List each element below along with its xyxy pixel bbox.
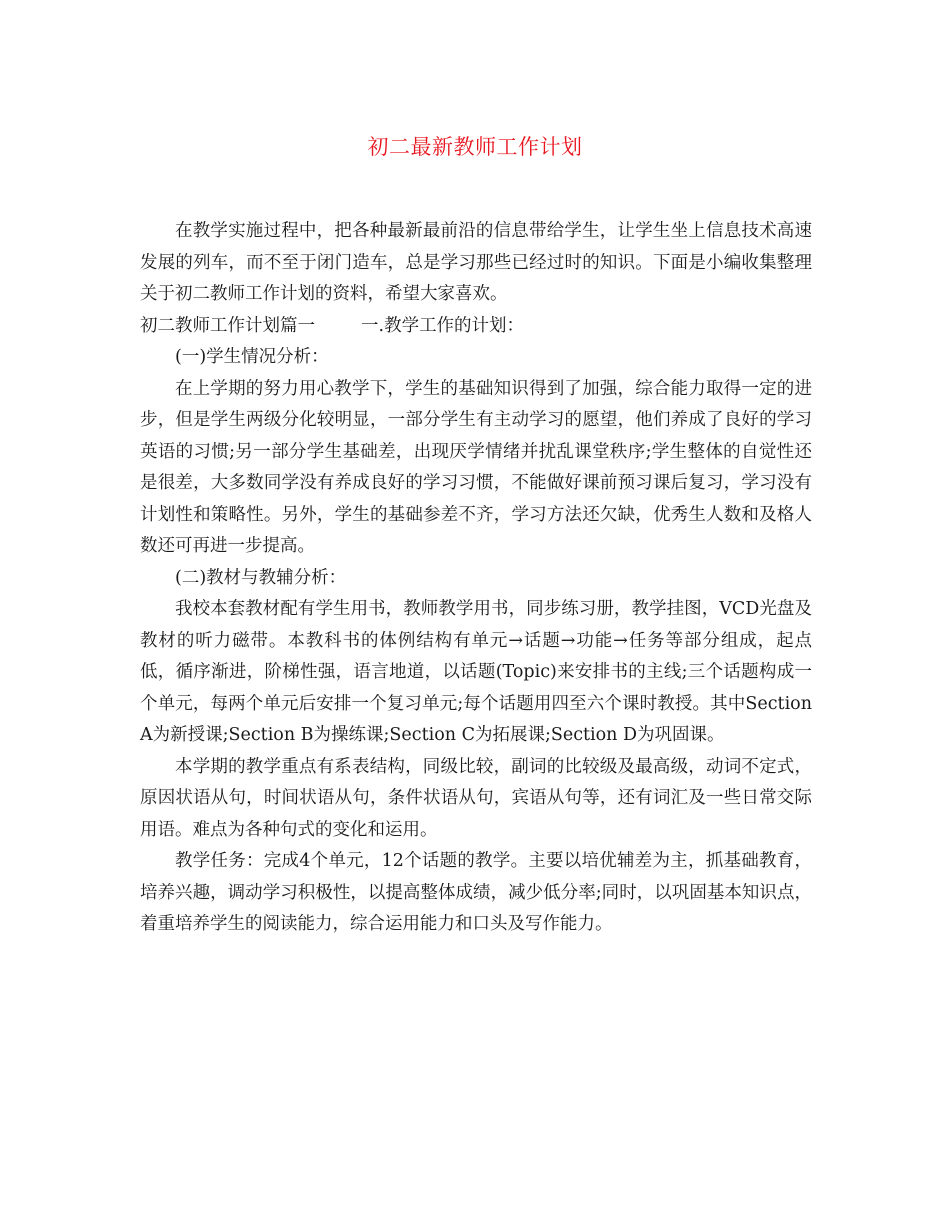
paragraph-teaching-tasks: 教学任务：完成4个单元，12个话题的教学。主要以培优辅差为主，抓基础教育，培养兴趣，调动学习积极性，以提高整体成绩，减少低分率;同时，以巩固基本知识点，着重培养学生的阅读能力，综合运用能力和口头及写作能力。 xyxy=(140,851,812,934)
paragraph-section-heading xyxy=(140,311,812,343)
paragraph-student-analysis-heading: (一)学生情况分析： xyxy=(175,347,329,367)
page-title: 初二最新教师工作计划 xyxy=(367,135,583,159)
document-body xyxy=(140,216,812,941)
section-subheading: 一.教学工作的计划： xyxy=(361,315,525,336)
paragraph-textbook-analysis: 我校本套教材配有学生用书，教师教学用书，同步练习册，教学挂图，VCD光盘及教材的听力磁带。本教科书的体例结构有单元→话题→功能→任务等部分组成，起点低，循序渐进，阶梯性强，语言地道，以话题(Topic)来安排书的主线;三个话题构成一个单元，每两个单元后安排一个复习单元;每个话题用四至六个课时教授。其中Section A为新授课;Section B为操练课;Section C为拓展课;Section D为巩固课。 xyxy=(140,599,812,745)
paragraph-intro: 在教学实施过程中，把各种最新最前沿的信息带给学生，让学生坐上信息技术高速发展的列车，而不至于闭门造车，总是学习那些已经过时的知识。下面是小编收集整理关于初二教师工作计划的资料，希望大家喜欢。 xyxy=(140,221,812,304)
paragraph-teaching-focus: 本学期的教学重点有系表结构，同级比较，副词的比较级及最高级，动词不定式，原因状语从句，时间状语从句，条件状语从句，宾语从句等，还有词汇及一些日常交际用语。难点为各种句式的变化和运用。 xyxy=(140,756,812,840)
paragraph-textbook-analysis-heading: (二)教材与教辅分析： xyxy=(175,567,347,588)
section-heading: 初二教师工作计划篇一 xyxy=(140,315,315,336)
paragraph-student-analysis: 在上学期的努力用心教学下，学生的基础知识得到了加强，综合能力取得一定的进步，但是学生两级分化较明显，一部分学生有主动学习的愿望，他们养成了良好的学习英语的习惯;另一部分学生基础差，出现厌学情绪并扰乱课堂秩序;学生整体的自觉性还是很差，大多数同学没有养成良好的学习习惯，不能做好课前预习课后复习，学习没有计划性和策略性。另外，学生的基础参差不齐，学习方法还欠缺，优秀生人数和及格人数还可再进一步提高。 xyxy=(140,378,812,556)
